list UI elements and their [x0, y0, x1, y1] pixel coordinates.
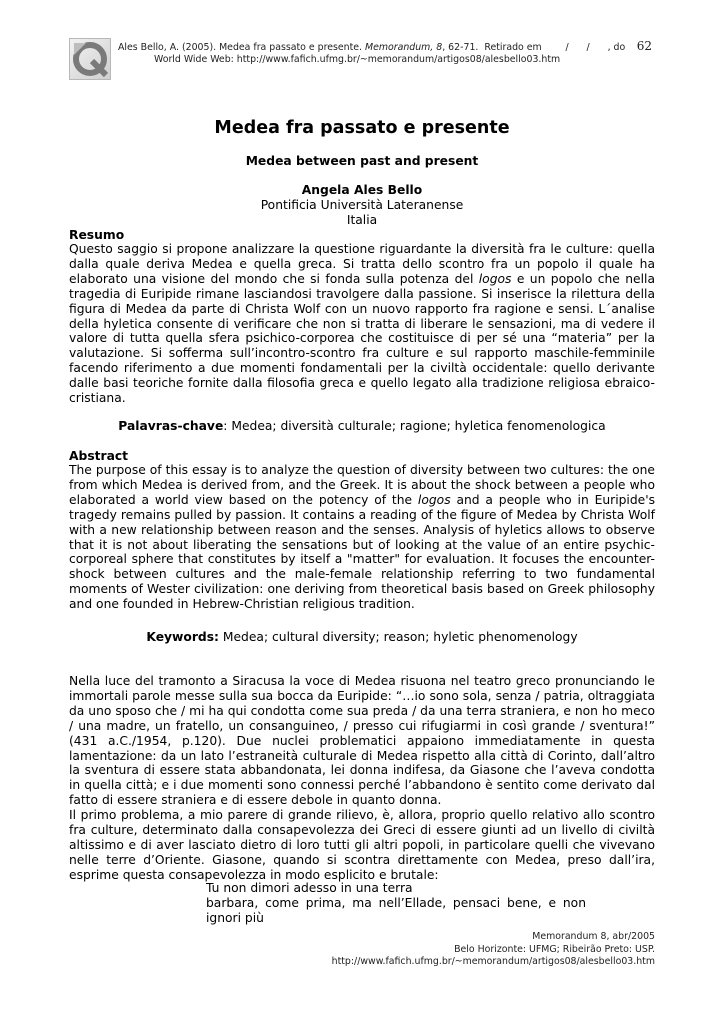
abstract-heading: Abstract: [69, 449, 129, 463]
author-institution: Pontificia Università Lateranense: [260, 198, 464, 212]
article-subtitle: Medea between past and present: [245, 154, 479, 168]
keywords: [0, 630, 724, 644]
palavras-chave-text: : Medea; diversità culturale; ragione; hyletica fenomenologica: [223, 419, 606, 433]
article-title: Medea fra passato e presente: [214, 118, 510, 138]
abstract-text-part1: The purpose of this essay is to analyze the question of diversity between two cultures: the one from which Medea is derived from, and the Greek. It is about the shock between a people who elaborated a world view based on the potency of the: [69, 463, 655, 507]
footer-url: http://www.fafich.ufmg.br/~memorandum/artigos08/alesbello03.htm: [331, 956, 655, 967]
resumo-text-part1: Questo saggio si propone analizzare la questione riguardante la diversità fra le culture: quella dalla quale deriva Medea e quella greca. Si tratta dello scontro fra un popolo il quale ha elaborato una visione del mondo che si fonda sulla potenza del: [69, 242, 655, 286]
citation-url-line: World Wide Web: http://www.fafich.ufmg.br/~memorandum/artigos08/alesbello03.htm: [154, 54, 561, 65]
abstract-text-italic: logos: [417, 492, 451, 507]
palavras-chave-label: Palavras-chave: [118, 419, 224, 433]
footer-location: Belo Horizonte: UFMG; Ribeirão Preto: USP.: [454, 943, 655, 955]
citation-prefix: Ales Bello, A. (2005). Medea fra passato e presente.: [118, 42, 363, 53]
author-name: Angela Ales Bello: [301, 183, 423, 197]
abstract-text: [69, 463, 655, 612]
body-paragraph-1: Nella luce del tramonto a Siracusa la voce di Medea risuona nel teatro greco pronunciando le immortali parole messe sulla sua bocca da Euripide: “…io sono sola, senza / patria, oltraggiata da uno sposo che / mi ha qui condotta come sua preda / da una terra straniera, e non ho meco / una madre, un fratello, un consanguineo, / presso cui rifugiarmi in così grande / sventura!” (431 a.C./1954, p.120). Due nuclei problematici appaiono immediatamente in questa lamentazione: da un lato l’estraneità culturale di Medea rispetto alla città di Corinto, dall’altro la sventura di essere stata abbandonata, lei donna indifesa, da Giasone che l’aveva condotta in quella città; e i due momenti sono connessi perché l’abbandono è sentito come derivato dal fatto di essere straniera e di essere debole in quanto donna.: [69, 674, 655, 808]
verse-line-1: Tu non dimori adesso in una terra: [206, 881, 413, 895]
keywords-label: Keywords:: [146, 630, 219, 644]
resumo-heading: Resumo: [69, 228, 125, 242]
verse-line-2: barbara, come prima, ma nell’Ellade, pensaci bene, e non ignori più: [206, 895, 586, 925]
body-text: [69, 674, 655, 883]
author-country: Italia: [346, 213, 378, 227]
resumo-text: [69, 242, 655, 406]
verse-quote: [206, 881, 586, 926]
footer-journal: Memorandum 8, abr/2005: [532, 931, 655, 942]
palavras-chave: [0, 419, 724, 433]
body-paragraph-2: Il primo problema, a mio parere di grande rilievo, è, allora, proprio quello relativo allo scontro fra culture, determinato dalla consapevolezza dei Greci di essere giunti ad un livello di civiltà altissimo e di aver lasciato dietro di loro tutti gli altri popoli, in particolare quelli che vivevano nelle terre d’Oriente. Giasone, quando si scontra direttamente con Medea, preso dall’ira, esprime questa consapevolezza in modo esplicito e brutale:: [69, 808, 655, 882]
page-footer: [332, 931, 655, 969]
citation-suffix: , 62-71. Retirado em / / , do: [442, 42, 626, 53]
citation-header: [118, 39, 658, 66]
resumo-text-part2: e un popolo che nella tragedia di Euripide rimane lasciandosi travolgere dalla passione. Si inserisce la rilettura della figura di Medea da parte di Christa Wolf con un nuovo rapporto fra ragione e sensi. L´analise della hyletica consente di verificare che non si tratta di liberare le sensazioni, ma di vedere il valore di tutta quella sfera psichico-corporea che costituisce di per sé una “materia” per la valutazione. Si sofferma sull’incontro-scontro fra culture e sul rapporto maschile-femminile facendo riferimento a due momenti fondamentali per la civiltà occidentale: quello derivante dalle basi teoriche fornite dalla filosofia greca e quello legato alla tradizione religiosa ebraico-cristiana.: [69, 271, 655, 406]
citation-journal: Memorandum, 8: [365, 42, 443, 53]
resumo-text-italic: logos: [478, 271, 512, 286]
author-block: [0, 183, 724, 228]
page-number: 62: [636, 39, 652, 53]
journal-logo: [69, 38, 111, 80]
abstract-text-part2: and a people who in Euripide's tragedy remains pulled by passion. It contains a reading of the figure of Medea by Christa Wolf with a new relationship between reason and the senses. Analysis of hyletics allows to observe that it is not about liberating the sensations but of looking at the value of an entire psychic-corporeal sphere that constitutes by itself a "matter" for evaluation. It focuses the encounter-shock between cultures and the male-female relationship referring to two fundamental moments of Wester civilization: one deriving from theoretical basis based on Greek philosophy and one founded in Hebrew-Christian religious tradition.: [69, 492, 655, 612]
keywords-text: Medea; cultural diversity; reason; hyletic phenomenology: [218, 630, 578, 644]
